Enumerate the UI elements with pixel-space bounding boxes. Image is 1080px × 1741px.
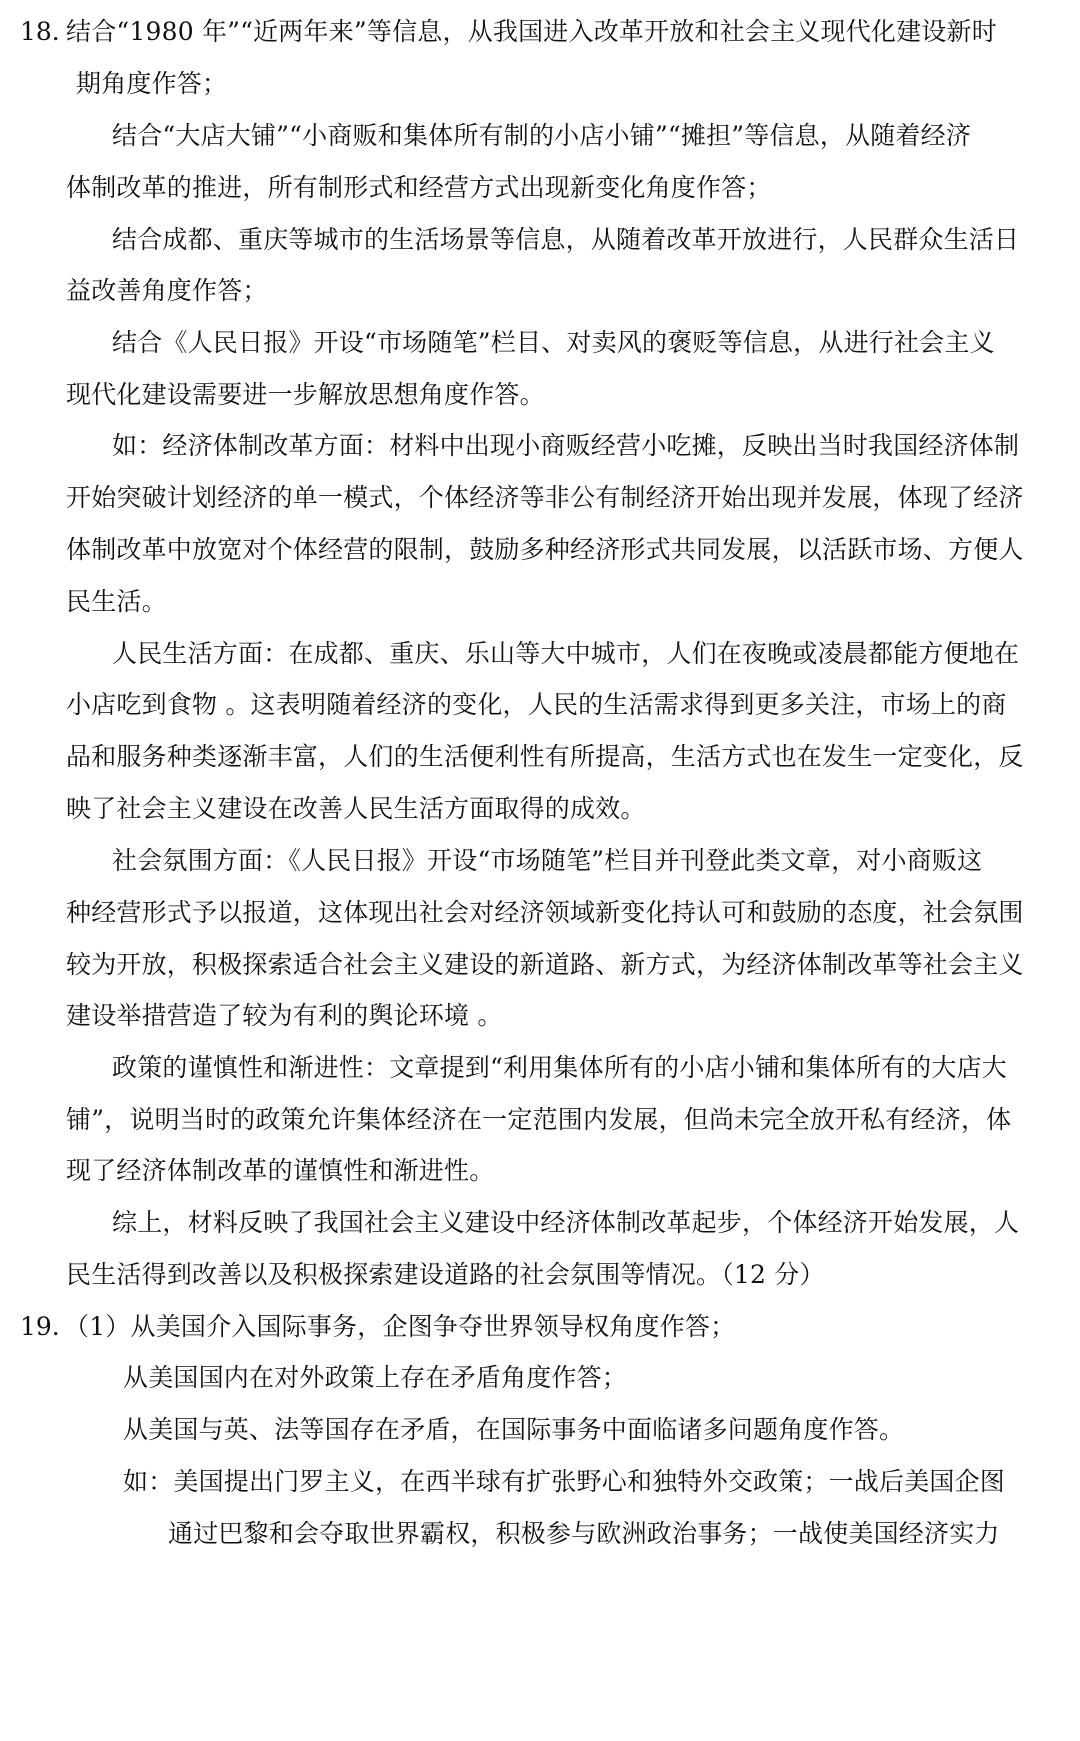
answer-line: 人民生活方面：在成都、重庆、乐山等大中城市，人们在夜晚或凌晨都能方便地在: [112, 639, 1020, 668]
answer-line: 社会氛围方面：《人民日报》开设“市场随笔”栏目并刊登此类文章，对小商贩这: [112, 846, 983, 875]
answer-line: 益改善角度作答；: [66, 276, 268, 305]
answer-line: 小店吃到食物 。这表明随着经济的变化，人民的生活需求得到更多关注，市场上的商: [66, 690, 1007, 719]
answer-line: 政策的谨慎性和渐进性：文章提到“利用集体所有的小店小铺和集体所有的大店大: [112, 1053, 1007, 1082]
answer-line: 期角度作答；: [76, 69, 228, 98]
answer-line: （1）从美国介入国际事务，企图争夺世界领导权角度作答；: [64, 1312, 736, 1341]
answer-line: 通过巴黎和会夺取世界霸权，积极参与欧洲政治事务；一战使美国经济实力: [168, 1519, 1000, 1548]
answer-line: 从美国与英、法等国存在矛盾，在国际事务中面临诸多问题角度作答。: [123, 1415, 905, 1444]
answer-line: 铺”，说明当时的政策允许集体经济在一定范围内发展，但尚未完全放开私有经济，体: [66, 1105, 1012, 1134]
question-18-number: 18.: [20, 17, 60, 46]
answer-line: 如：美国提出门罗主义，在西半球有扩张野心和独特外交政策；一战后美国企图: [123, 1467, 1006, 1496]
answer-line: 现了经济体制改革的谨慎性和渐进性。: [66, 1156, 495, 1185]
answer-line: 结合“大店大铺”“小商贩和集体所有制的小店小铺”“摊担”等信息，从随着经济: [112, 121, 972, 150]
answer-line: 较为开放，积极探索适合社会主义建设的新道路、新方式，为经济体制改革等社会主义: [66, 950, 1024, 979]
answer-line: 结合《人民日报》开设“市场随笔”栏目、对卖风的褒贬等信息，从进行社会主义: [112, 328, 995, 357]
answer-line: 种经营形式予以报道，这体现出社会对经济领域新变化持认可和鼓励的态度，社会氛围: [66, 898, 1024, 927]
answer-line: 映了社会主义建设在改善人民生活方面取得的成效。: [66, 794, 646, 823]
answer-line: 体制改革中放宽对个体经营的限制，鼓励多种经济形式共同发展，以活跃市场、方便人: [66, 535, 1024, 564]
answer-line: 如：经济体制改革方面：材料中出现小商贩经营小吃摊，反映出当时我国经济体制: [112, 431, 1020, 460]
answer-line: 品和服务种类逐渐丰富，人们的生活便利性有所提高，生活方式也在发生一定变化，反: [66, 742, 1024, 771]
answer-line: 综上，材料反映了我国社会主义建设中经济体制改革起步，个体经济开始发展，人: [112, 1208, 1020, 1237]
answer-line: 建设举措营造了较为有利的舆论环境 。: [66, 1001, 503, 1030]
answer-line: 民生活。: [66, 587, 167, 616]
question-19-number: 19.: [20, 1312, 60, 1341]
answer-line: 结合成都、重庆等城市的生活场景等信息，从随着改革开放进行，人民群众生活日: [112, 225, 1020, 254]
answer-line: 现代化建设需要进一步解放思想角度作答。: [66, 380, 545, 409]
answer-line: 体制改革的推进，所有制形式和经营方式出现新变化角度作答；: [66, 173, 772, 202]
answer-line: 从美国国内在对外政策上存在矛盾角度作答；: [123, 1363, 628, 1392]
answer-line: 开始突破计划经济的单一模式，个体经济等非公有制经济开始出现并发展，体现了经济: [66, 483, 1024, 512]
answer-line: 民生活得到改善以及积极探索建设道路的社会氛围等情况。（12 分）: [66, 1260, 825, 1289]
answer-line: 结合“1980 年”“近两年来”等信息，从我国进入改革开放和社会主义现代化建设新时: [66, 17, 997, 46]
